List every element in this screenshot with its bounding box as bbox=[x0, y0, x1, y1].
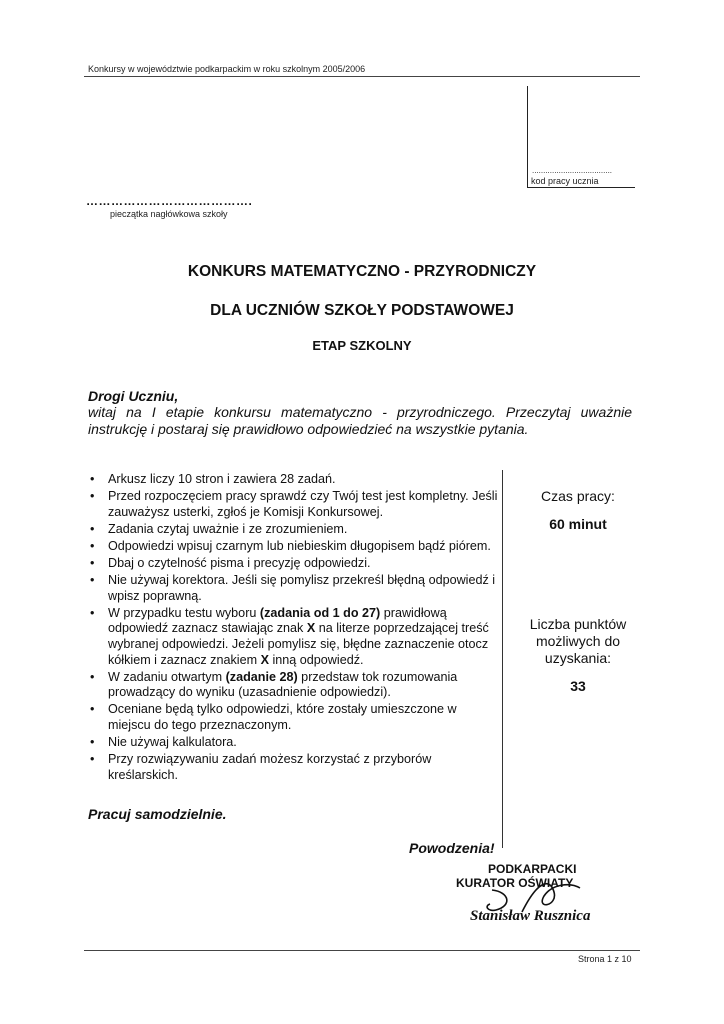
instructions-list bbox=[88, 472, 498, 785]
code-box-label: kod pracy ucznia bbox=[531, 176, 599, 186]
stamp-name: Stanisław Rusznica bbox=[470, 908, 591, 924]
rule-text: W zadaniu otwartym bbox=[108, 669, 226, 684]
good-luck-text: Powodzenia! bbox=[409, 840, 495, 856]
list-item: • Arkusz liczy 10 stron i zawiera 28 zadań. bbox=[88, 472, 498, 488]
code-box-border bbox=[527, 86, 528, 187]
time-label: Czas pracy: bbox=[541, 488, 615, 504]
stamp-line-1: PODKARPACKI bbox=[488, 862, 577, 876]
code-box-dots: .................................... bbox=[532, 166, 613, 175]
school-stamp-dots: …………………………………. bbox=[86, 194, 253, 208]
points-value: 33 bbox=[570, 678, 586, 694]
greeting: Drogi Uczniu, bbox=[88, 388, 179, 404]
rule-text: przedstaw tok rozumowania prowadzący do wyniku (uzasadnienie odpowiedzi). bbox=[108, 669, 458, 700]
list-item bbox=[88, 606, 498, 668]
list-item: • Dbaj o czytelność pisma i precyzję odpowiedzi. bbox=[88, 556, 498, 572]
rule-text: inną odpowiedź. bbox=[268, 652, 364, 667]
list-item: • Nie używaj korektora. Jeśli się pomylisz przekreśl błędną odpowiedź i wpisz poprawną. bbox=[88, 573, 498, 604]
intro-paragraph: witaj na I etapie konkursu matematyczno - przyrodniczego. Przeczytaj uważnie instrukcję i postaraj się prawidłowo odpowiedzieć na wszystkie pytania. bbox=[88, 404, 632, 437]
stamp-line-2: KURATOR OŚWIATY bbox=[456, 876, 574, 890]
school-stamp-label: pieczątka nagłówkowa szkoły bbox=[110, 209, 228, 219]
rule-emphasis: (zadania od 1 do 27) bbox=[259, 605, 381, 620]
contest-title: KONKURS MATEMATYCZNO - PRZYRODNICZY bbox=[187, 263, 537, 280]
list-item: • Odpowiedzi wpisuj czarnym lub niebieskim długopisem bądź piórem. bbox=[88, 539, 498, 555]
rule-emphasis: (zadanie 28) bbox=[225, 669, 298, 684]
curator-signature-stamp bbox=[452, 860, 622, 926]
rule-text: na literze poprzedzającej treść wybranej odpowiedzi. Jeżeli pomylisz się, błędne zaznaczenie otocz kółkiem i zaznacz znakiem bbox=[108, 621, 489, 667]
rule-text: W przypadku testu wyboru bbox=[108, 605, 260, 620]
list-item: • Przed rozpoczęciem pracy sprawdź czy Twój test jest kompletny. Jeśli zauważysz usterki, zgłoś je Komisji Konkursowej. bbox=[88, 489, 498, 520]
rule-emphasis: X bbox=[260, 652, 269, 667]
points-label: Liczba punktów możliwych do uzyskania: bbox=[529, 616, 627, 666]
code-box-underline bbox=[527, 187, 635, 188]
footer-divider bbox=[84, 950, 640, 951]
rule-text: prawidłową odpowiedź zaznacz stawiając znak bbox=[108, 605, 447, 636]
signature-stamp-graphic bbox=[452, 860, 622, 926]
list-item: • Oceniane będą tylko odpowiedzi, które zostały umieszczone w miejscu do tego przeznaczonym. bbox=[88, 702, 498, 733]
page-header-text: Konkursy w województwie podkarpackim w roku szkolnym 2005/2006 bbox=[88, 64, 366, 74]
page-number: Strona 1 z 10 bbox=[578, 954, 632, 964]
header-divider bbox=[84, 76, 640, 77]
contest-stage: ETAP SZKOLNY bbox=[312, 338, 412, 353]
contest-subtitle: DLA UCZNIÓW SZKOŁY PODSTAWOWEJ bbox=[210, 302, 514, 319]
time-value: 60 minut bbox=[549, 516, 607, 532]
list-item: • Zadania czytaj uważnie i ze zrozumieniem. bbox=[88, 522, 498, 538]
rule-emphasis: X bbox=[306, 621, 316, 636]
closing-text: Pracuj samodzielnie. bbox=[88, 806, 227, 822]
list-item: • Przy rozwiązywaniu zadań możesz korzystać z przyborów kreślarskich. bbox=[88, 752, 498, 783]
list-item: • Nie używaj kalkulatora. bbox=[88, 735, 498, 751]
list-item bbox=[88, 670, 498, 701]
